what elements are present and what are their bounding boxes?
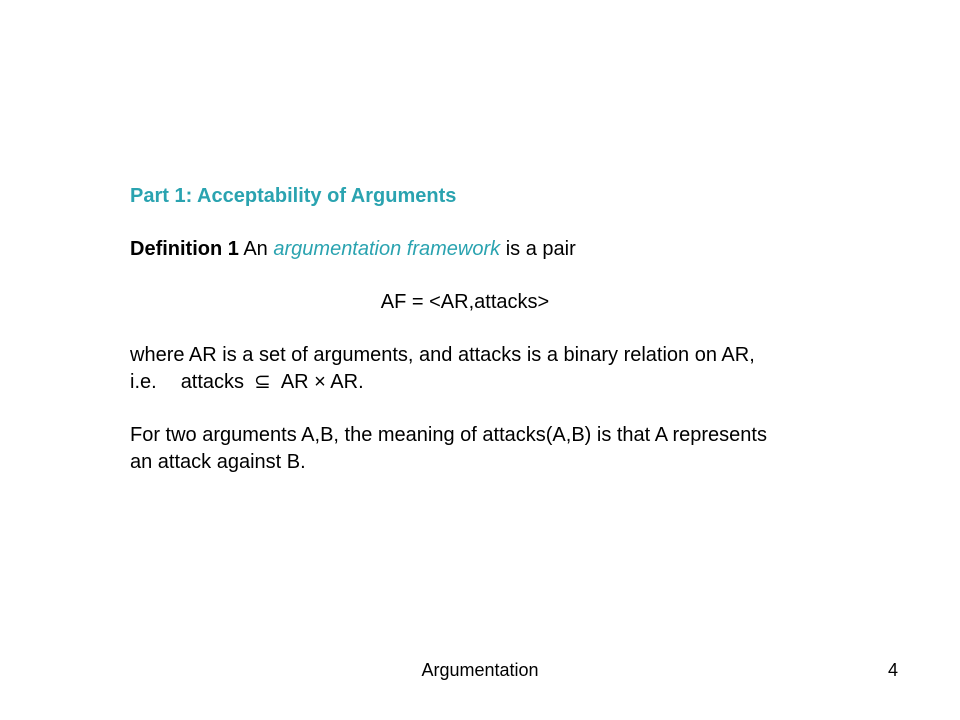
subset-symbol: ⊆ [254, 371, 271, 393]
meaning-line-1: For two arguments A,B, the meaning of attacks(A,B) is that A represents [130, 424, 767, 446]
slide-heading: Part 1: Acceptability of Arguments [130, 185, 457, 207]
ie-line [130, 369, 920, 396]
where-line: where AR is a set of arguments, and attacks is a binary relation on AR, [130, 344, 755, 366]
ie-prefix: i.e. [130, 371, 157, 393]
meaning-paragraph [130, 422, 920, 476]
definition-label: Definition 1 [130, 238, 239, 260]
ie-rest: AR × AR. [280, 371, 364, 393]
definition-term: argumentation framework [273, 238, 501, 260]
definition-pre: An [243, 238, 268, 260]
definition-line [130, 236, 920, 263]
ie-attacks: attacks [180, 371, 245, 393]
page-number: 4 [888, 660, 899, 680]
footer-title: Argumentation [421, 660, 539, 680]
formula: AF = <AR,attacks> [380, 291, 550, 313]
where-paragraph [130, 342, 920, 396]
definition-post: is a pair [505, 238, 576, 260]
meaning-line-2: an attack against B. [130, 451, 306, 473]
slide-content [130, 183, 920, 502]
